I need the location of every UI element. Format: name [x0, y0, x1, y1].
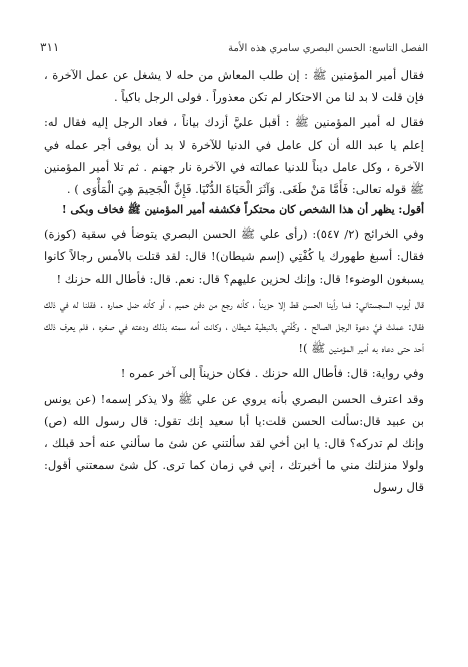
paragraph: وفي الخرائج (٢/ ٥٤٧): (رأى علي ﷺ الحسن البصري يتوضأ في سقية (كوزة) فقال: أسبغ طهورك يا كُفْتِي (إسم شيطان)! قال: لقد قتلت بالأمس رجالاً كانوا يسبغون الوضوء! قال: وإنك لحزين عليهم؟ قال: نعم. قال: فأطال الله حزنك !: [44, 227, 424, 286]
running-title: الفصل التاسع: الحسن البصري سامري هذه الأمة: [228, 43, 428, 54]
paragraph: وفي رواية: قال: فأطال الله حزنك . فكان حزيناً إلى آخر عمره !: [120, 366, 424, 381]
paragraph: فقال له أمير المؤمنين ﷺ : أقبل عليَّ أزدك بياناً ، فعاد الرجل إليه فقال له: إعلم يا عبد الله أن كل عامل في الدنيا للآخرة لا بد أن يوفى أجر عمله في الآخرة ، وكل عامل ديناً للدنيا عمالته في الآخرة نار جهنم . ثم تلا أمير المؤمنين ﷺ قوله تعالى: فَأَمَّا مَنْ طَغَى. وَآثَرَ الْحَيَاةَ الدُّنْيَا. فَإِنَّ الْجَحِيمَ هِيَ الْمَأْوَى ) .: [44, 115, 424, 197]
paragraph: قال أيوب السجستاني: فما رأينا الحسن قط إلا حزيناً ، كأنه رجع من دفن حميم ، أو كأنه ضل حماره . فقلنا له في ذلك فقال: عملتْ فيَّ دعوة الرجل الصالح . وكُفْتي بالنبطية شيطان ، وكانت أمه سمته بذلك ودعته في صغره ، فلم يعرف ذلك أحد حتى دعاه به أمير المؤمنين ﷺ )!: [44, 296, 424, 356]
page-header: [40, 36, 428, 54]
page-number: ٣١١: [40, 40, 60, 54]
paragraph: وقد اعترف الحسن البصري بأنه يروي عن علي ﷺ ولا يذكر إسمه! (عن يونس بن عبيد قال:سألت الحسن قلت:يا أبا سعيد إنك تقول: قال رسول الله (ص) وإنك لم تدركه؟ قال: يا ابن أخي لقد سألتني عن شئ ما سألني عنه أحد قبلك ، ولولا منزلتك مني ما أخبرتك ، إني في زمان كما ترى. كل شئ سمعتني أقول: قال رسول: [44, 391, 424, 495]
author-note: أقول: يظهر أن هذا الشخص كان محتكراً فكشفه أمير المؤمنين ﷺ فخاف وبكى !: [61, 203, 424, 217]
paragraph: فقال أمير المؤمنين ﷺ : إن طلب المعاش من حله لا يشغل عن عمل الآخرة ، فإن قلت لا بد لنا من الاحتكار لم تكن معذوراً . فولى الرجل باكياً .: [44, 68, 424, 105]
page-body: [44, 64, 424, 499]
